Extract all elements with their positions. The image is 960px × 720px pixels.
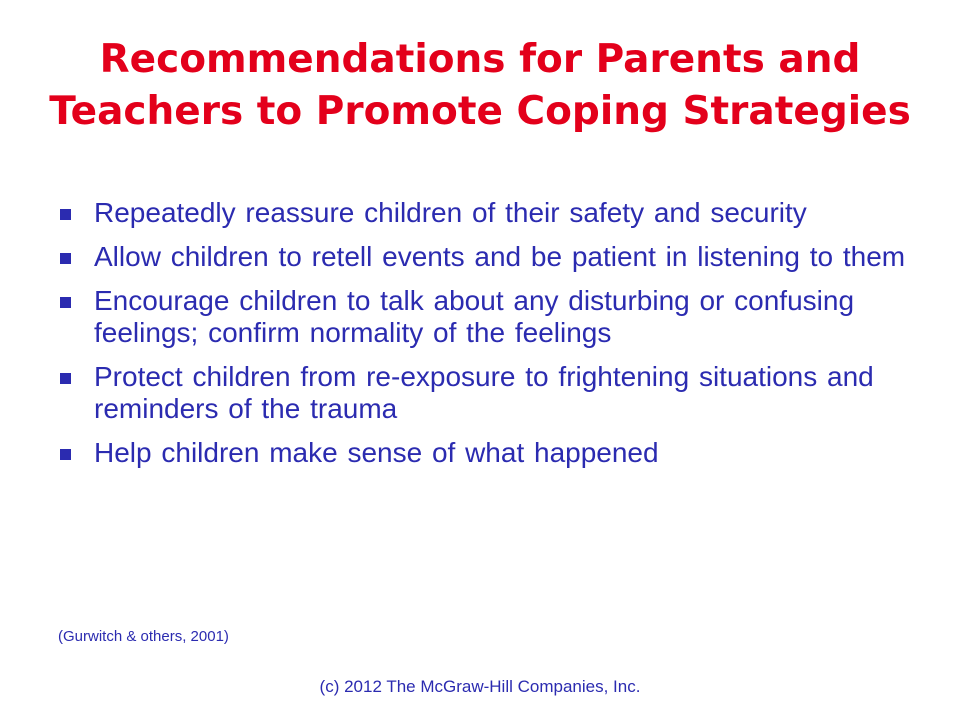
- bullet-text: Help children make sense of what happened: [94, 437, 659, 468]
- square-bullet-icon: [60, 373, 71, 384]
- square-bullet-icon: [60, 449, 71, 460]
- citation: (Gurwitch & others, 2001): [58, 628, 229, 645]
- bullet-text: Protect children from re-exposure to frightening situations and reminders of the trauma: [94, 361, 874, 424]
- bullet-item: [60, 197, 920, 229]
- bullet-text: Repeatedly reassure children of their safety and security: [94, 197, 807, 228]
- square-bullet-icon: [60, 253, 71, 264]
- copyright-footer: (c) 2012 The McGraw-Hill Companies, Inc.: [319, 677, 641, 696]
- bullet-item: [60, 241, 920, 273]
- bullet-item: [60, 361, 920, 425]
- slide-title: Recommendations for Parents and Teachers to Promote Coping Strategies: [49, 37, 911, 134]
- square-bullet-icon: [60, 297, 71, 308]
- bullet-item: [60, 285, 920, 349]
- bullet-text: Encourage children to talk about any disturbing or confusing feelings; confirm normality of the feelings: [94, 285, 855, 348]
- bullet-text: Allow children to retell events and be patient in listening to them: [94, 241, 906, 272]
- square-bullet-icon: [60, 209, 71, 220]
- bullet-item: [60, 437, 920, 469]
- bullet-list: [60, 197, 920, 481]
